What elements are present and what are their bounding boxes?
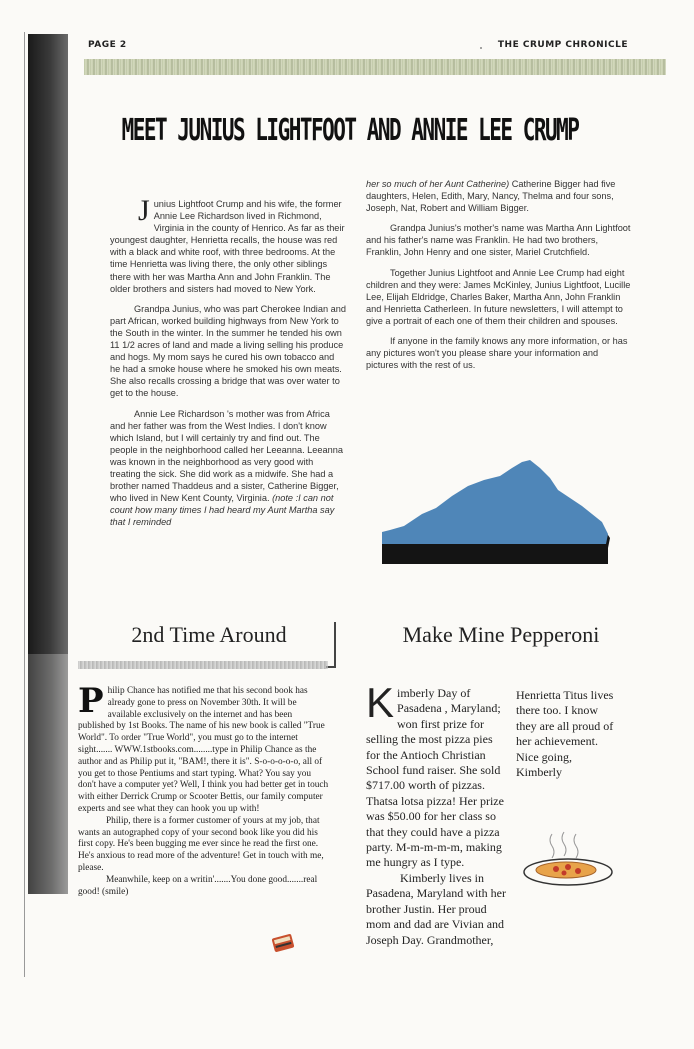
newsletter-name: THE CRUMP CHRONICLE	[497, 40, 628, 50]
left-margin-bar	[28, 34, 68, 654]
pepperoni-title: Make Mine Pepperoni	[402, 622, 600, 647]
feature-note: (note :I can not count how many times I had heard my Aunt Martha say that I reminded	[110, 493, 335, 528]
kentucky-map-icon	[380, 460, 610, 570]
pepperoni-dropcap: K	[366, 679, 395, 726]
section-band	[78, 661, 328, 669]
feature-note-end: her so much of her Aunt Catherine)	[366, 179, 510, 189]
header-band	[84, 59, 666, 75]
feature-column-left	[110, 194, 346, 536]
page-header	[88, 40, 628, 54]
feature-paragraph-5: Grandpa Junius's mother's name was Martha Ann Lightfoot and his father's name was Franklin. He had two brothers, Franklin, John Henry and one sister, Mariel Crutchfield.	[366, 223, 631, 258]
feature-paragraph-3: Annie Lee Richardson 's mother was from Africa and her father was from the West Indies. I don't know which Island, but I will certainly try and find out. The people in the neighborhood called her Leeanna. Leeanna was known in the neighborhood as very good with treating the sick. She did work as a midwife. She had a brother named Thaddeus and a sister, Catherine Bigger, who lived in New Kent County, Virginia. (note :I can not count how many times I had heard my Aunt Martha say that I reminded	[110, 408, 343, 528]
feature-paragraph-2: Grandpa Junius, who was part Cherokee Indian and part African, worked building highways from New York to the South in the winter. In the summer he tended his own 11 1/2 acres of land and made a living selling his produce and hogs. My mom says he cured his own tobacco and he had a smoke house where he smoked his own meats. She also recalls crossing a bridge that was over water to get to the house.	[110, 303, 346, 399]
pepperoni-paragraph-2: Kimberly lives in Pasadena, Maryland with her brother Justin. Her proud mom and dad are Vivian and Joseph Day. Grandmother,	[366, 870, 506, 947]
map-shape	[382, 460, 608, 544]
feature-dropcap: J	[138, 194, 150, 227]
feature-paragraph-1: Junius Lightfoot Crump and his wife, the former Annie Lee Richardson lived in Richmond, Virginia in the county of Henrico. As far as their youngest daughter, Henrietta recalls, the house was red with a black and white roof, with three bedrooms. At the time Henrietta was living there, the only other siblings there with her was Martha Ann and John Franklin. The older brothers and sisters had moved to New York.	[110, 194, 345, 294]
second-time-paragraph-2: Philip, there is a former customer of yours at my job, that wants an autographed copy of your second book like you did his first copy. He's been bugging me ever since he read the first one. He's anxious to read more of the adventure! Get in touch with me, please.	[78, 815, 324, 873]
second-time-paragraph-3: Meanwhile, keep on a writin'.......You done good.......real good! (smile)	[78, 874, 318, 897]
left-margin-bar-lower	[28, 654, 68, 894]
pepperoni-paragraph-3: Henrietta Titus lives there too. I know they are all proud of her achievement. Nice going, Kimberly	[516, 688, 614, 780]
pepperoni-paragraph-1: Kimberly Day of Pasadena , Maryland; won first prize for selling the most pizza pies for the Antioch Christian School fund raiser. She sold $717.00 worth of pizzas. Thatsa lotsa pizza! Her prize was $50.00 for her class so that they could have a pizza party. M-m-m-m-m, making me hungry as I type.	[366, 679, 504, 870]
second-time-dropcap: P	[78, 681, 104, 721]
feature-title: MEET JUNIUS LIGHTFOOT AND ANNIE LEE CRUMP	[121, 112, 579, 148]
pepperoni-column-right	[516, 688, 616, 780]
feature-paragraph-6: Together Junius Lightfoot and Annie Lee Crump had eight children and they were: James McKinley, Junius Lightfoot, Lucille Lee, Elijah Eldridge, Charles Baker, Martha Ann, John Franklin and Henrietta Catherleen. In future newsletters, I will attempt to give a portrait of each one of them their children and spouses.	[366, 267, 631, 326]
second-time-title: 2nd Time Around	[131, 622, 287, 647]
header-dot	[480, 47, 482, 49]
feature-paragraph-4: her so much of her Aunt Catherine) Catherine Bigger had five daughters, Helen, Edith, Mary, Nancy, Thelma and four sons, Joseph, Nat, Robert and William Bigger.	[366, 179, 616, 214]
page-number: PAGE 2	[88, 40, 127, 50]
pepperoni-column-left	[366, 679, 506, 948]
feature-column-right	[366, 178, 632, 379]
second-time-column	[78, 681, 330, 898]
feature-paragraph-7: If anyone in the family knows any more information, or has any pictures won't you please share your information and pictures with the rest of us.	[366, 336, 628, 371]
left-margin-rule	[24, 32, 25, 977]
pizza-icon	[518, 830, 618, 890]
second-time-paragraph-1: Philip Chance has notified me that his second book has already gone to press on November 30th. It will be available exclusively on the internet and has been published by 1st Books. The name of his new book is called "True World". To order "True World", you must go to the internet sight....... WWW.1stbooks.com........type in Philip Chance as the author and as Philip put it, "BAM!, there it is". S-o-o-o-o-o, all of you get to those Pentiums and start typing. What? You say you don't have a computer yet? Well, I think you had better get in touch with either Derrick Crump or Scooter Bettis, our family computer experts and see what they can hook you up with!	[78, 681, 329, 814]
book-icon	[270, 930, 296, 956]
